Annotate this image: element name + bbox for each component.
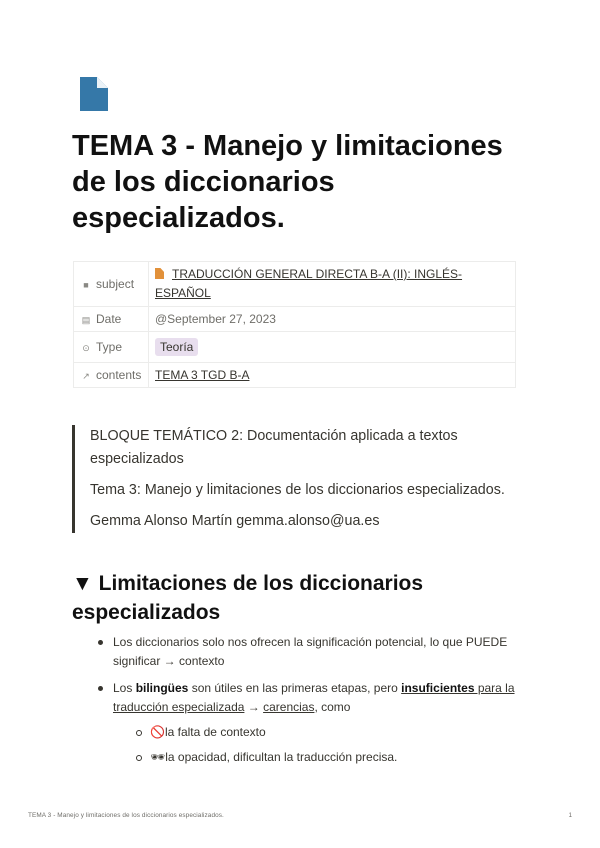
property-key: Type <box>96 340 123 354</box>
page-link-icon <box>155 268 164 279</box>
info-quote <box>72 425 512 533</box>
property-date <box>74 307 516 332</box>
page-footer: TEMA 3 - Manejo y limitaciones de los diccionarios especializados. <box>28 812 224 819</box>
properties-table <box>73 261 516 388</box>
date-value: @September 27, 2023 <box>149 307 516 332</box>
property-key: Date <box>96 312 122 326</box>
list-item: Los diccionarios solo nos ofrecen la significación potencial, lo que PUEDE significar → contexto <box>96 633 526 671</box>
stack-icon: ■ <box>83 280 89 290</box>
type-tag[interactable]: Teoría <box>155 338 198 356</box>
document-icon <box>80 77 108 111</box>
quote-line: BLOQUE TEMÁTICO 2: Documentación aplicada a textos especializados <box>90 428 458 467</box>
list-item: Los bilingües son útiles en las primeras etapas, pero insuficientes para la traducción especializada → carencias, como 🚫la falta de contexto 🕶la opacidad, dificultan la traducción precisa. <box>96 679 526 767</box>
contents-link[interactable]: TEMA 3 TGD B-A <box>155 368 250 382</box>
subject-link[interactable]: TRADUCCIÓN GENERAL DIRECTA B-A (II): INGLÉS-ESPAÑOL <box>155 267 463 300</box>
bullet-list <box>96 633 526 775</box>
toggle-heading[interactable]: ▼ Limitaciones de los diccionarios especializados <box>72 572 424 624</box>
property-type <box>74 332 516 363</box>
calendar-icon: ▤ <box>81 315 91 325</box>
sub-list <box>134 723 526 767</box>
property-key: contents <box>96 368 142 382</box>
quote-line: Tema 3: Manejo y limitaciones de los diccionarios especializados. <box>90 482 505 498</box>
property-contents <box>74 363 516 388</box>
property-subject <box>74 262 516 307</box>
page-number: 1 <box>568 812 572 819</box>
list-item: 🚫la falta de contexto <box>134 723 526 742</box>
quote-line: Gemma Alonso Martín gemma.alonso@ua.es <box>90 513 380 529</box>
arrow-icon: ↗ <box>82 371 90 381</box>
list-item: 🕶la opacidad, dificultan la traducción precisa. <box>134 748 526 767</box>
select-icon: ⊙ <box>82 343 90 353</box>
page-title: TEMA 3 - Manejo y limitaciones de los diccionarios especializados. <box>72 130 503 234</box>
property-key: subject <box>96 277 135 291</box>
